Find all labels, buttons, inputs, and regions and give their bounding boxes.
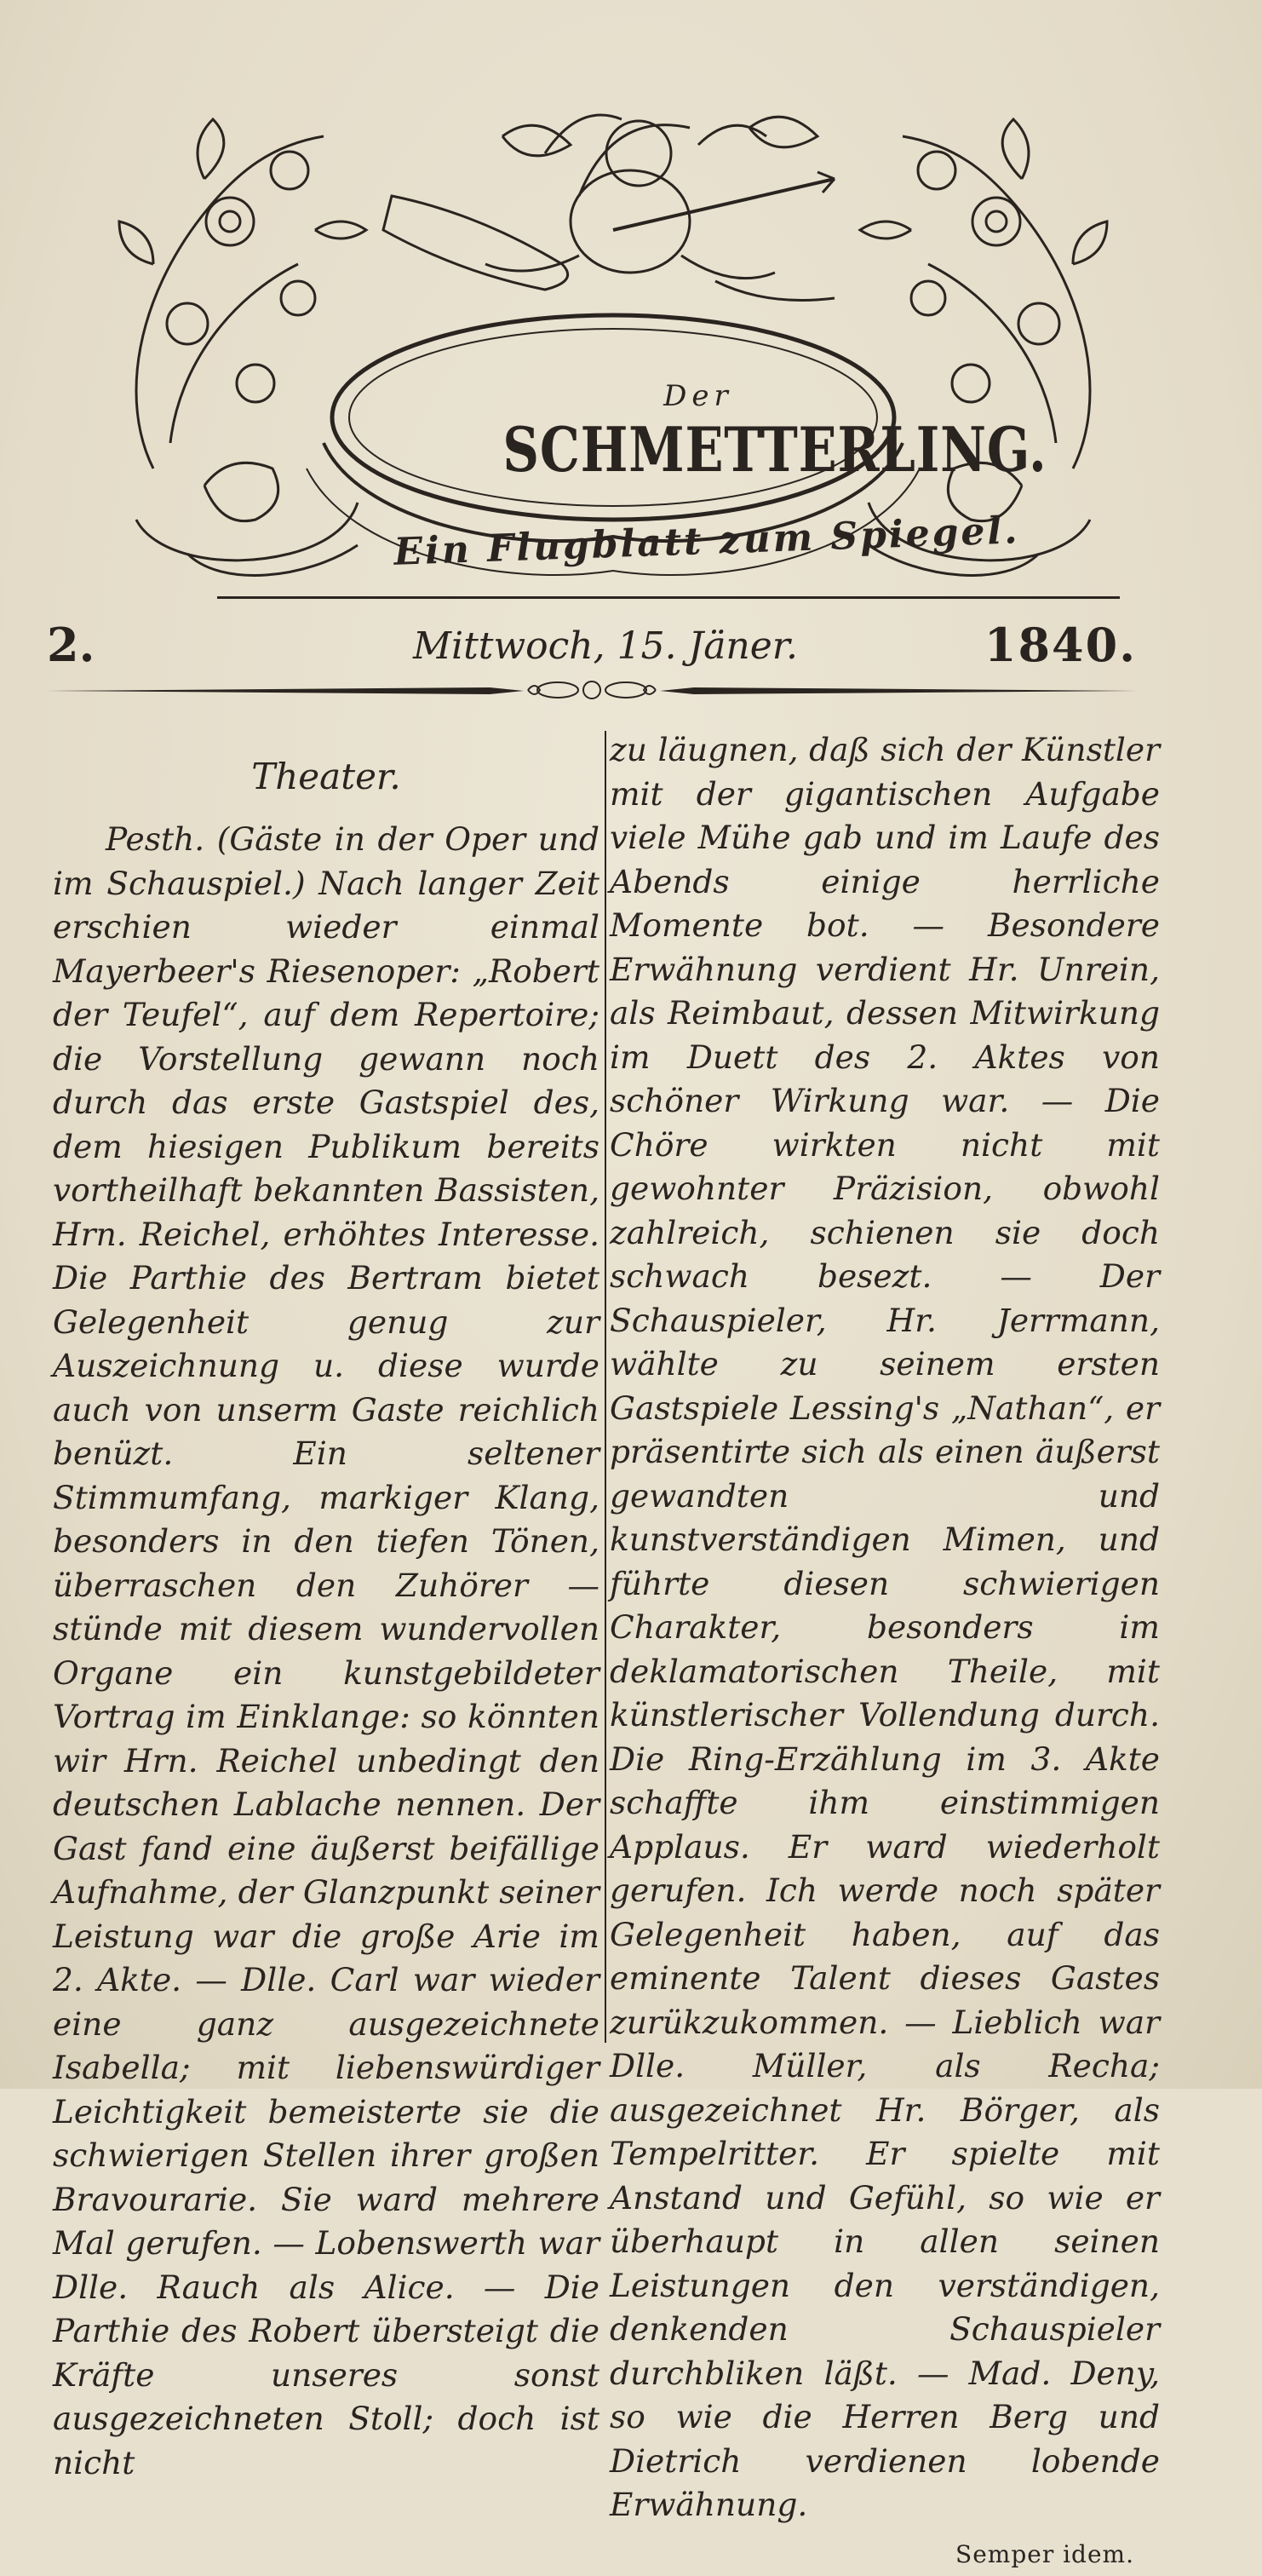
column-divider bbox=[605, 731, 606, 2043]
author-signature: Semper idem. bbox=[610, 2533, 1160, 2576]
issue-number: 2. bbox=[47, 618, 95, 672]
top-rule bbox=[217, 596, 1120, 599]
ornamental-divider bbox=[47, 677, 1137, 703]
issue-line bbox=[47, 618, 1154, 677]
masthead-title: SCHMETTERLING. bbox=[502, 413, 893, 486]
issue-date: Mittwoch, 15. Jäner. bbox=[413, 624, 798, 668]
section-heading: Theater. bbox=[53, 751, 599, 802]
masthead-illustration bbox=[102, 43, 1124, 588]
article-text-right: zu läugnen, daß sich der Künstler mit der gigantischen Aufgabe viele Mühe gab und im Laufe des Abends einige herrliche Momente bot. — Besondere Erwähnung verdient Hr. Unrein, als Reimbaut, dessen Mitwirkung im Duett des 2. Aktes von schöner Wirkung war. — Die Chöre wirkten nicht mit gewohnter Präzision, obwohl zahlreich, schienen sie doch schwach besezt. — Der Schauspieler, Hr. Jerrmann, wählte zu seinem ersten Gastspiele Lessing's „Nathan“, er präsentirte sich als einen äußerst gewandten und kunstverständigen Mimen, und führte diesen schwierigen Charakter, besonders im deklamatorischen Theile, mit künstlerischer Vollendung durch. Die Ring-Erzählung im 3. Akte schaffte ihm einstimmigen Applaus. Er ward wiederholt gerufen. Ich werde noch später Gelegenheit haben, auf das eminente Talent dieses Gastes zurükzukommen. — Lieblich war Dlle. Müller, als Recha; ausgezeichnet Hr. Börger, als Tempelritter. Er spielte mit Anstand und Gefühl, so wie er überhaupt in allen seinen Leistungen den verständigen, denkenden Schauspieler durchbliken läßt. — Mad. Deny, so wie die Herren Berg und Dietrich verdienen lobende Erwähnung. bbox=[610, 728, 1160, 2527]
ornamental-masthead-graphic bbox=[102, 43, 1124, 588]
article-text-left: Pesth. (Gäste in der Oper und im Schauspiel.) Nach langer Zeit erschien wieder einmal Mayerbeer's Riesenoper: „Robert der Teufel“, auf dem Repertoire; die Vorstellung gewann noch durch das erste Gastspiel des, dem hiesigen Publikum bereits vortheilhaft bekannten Bassisten, Hrn. Reichel, erhöhtes Interesse. Die Parthie des Bertram bietet Gelegenheit genug zur Auszeichnung u. diese wurde auch von unserm Gaste reichlich benüzt. Ein seltener Stimmumfang, markiger Klang, besonders in den tiefen Tönen, überraschen den Zuhörer — stünde mit diesem wundervollen Organe ein kunstgebildeter Vortrag im Einklange: so könnten wir Hrn. Reichel unbedingt den deutschen Lablache nennen. Der Gast fand eine äußerst beifällige Aufnahme, der Glanzpunkt seiner Leistung war die große Arie im 2. Akte. — Dlle. Carl war wieder eine ganz ausgezeichnete Isabella; mit liebenswürdiger Leichtigkeit bemeisterte sie die schwierigen Stellen ihrer großen Bravourarie. Sie ward mehrere Mal gerufen. — Lobenswerth war Dlle. Rauch als Alice. — Die Parthie des Robert übersteigt die Kräfte unseres sonst ausgezeichneten Stoll; doch ist nicht bbox=[53, 818, 599, 2485]
issue-year: 1840. bbox=[984, 618, 1137, 672]
masthead-subtitle: Ein Flugblatt zum Spiegel. bbox=[382, 509, 1030, 574]
article-column-left bbox=[53, 733, 599, 2485]
masthead-der: Der bbox=[647, 379, 749, 413]
article-column-right bbox=[610, 728, 1160, 2576]
